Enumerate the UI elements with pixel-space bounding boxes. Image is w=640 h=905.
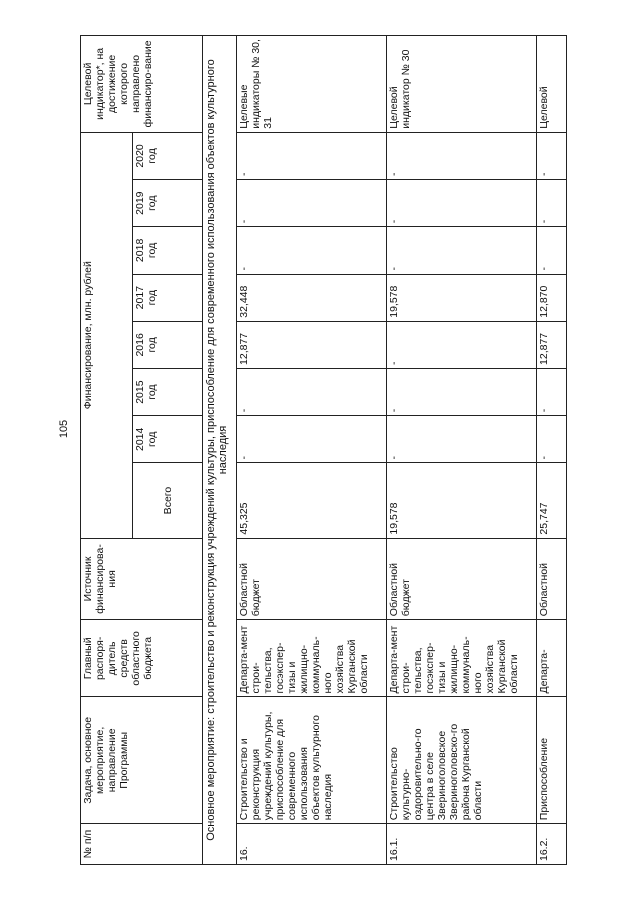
row-value: - bbox=[537, 180, 567, 227]
table-row bbox=[387, 36, 537, 865]
rotated-table-page bbox=[80, 35, 640, 865]
table-row bbox=[237, 36, 387, 865]
row-task: Приспособление bbox=[537, 697, 567, 824]
row-value: 12,870 bbox=[537, 274, 567, 321]
row-value: - bbox=[537, 416, 567, 463]
row-value: 12,877 bbox=[237, 321, 387, 368]
row-value: 12,877 bbox=[537, 321, 567, 368]
row-manager: Департа-мент строи-тельства, госэкспер-тизы и жилищно-коммуналь-ного хозяйства Курганской области bbox=[237, 620, 387, 697]
financing-table bbox=[80, 35, 567, 865]
row-source: Областной bbox=[537, 538, 567, 620]
header-year: 2019 год bbox=[133, 180, 203, 227]
row-value: - bbox=[387, 227, 537, 274]
row-value: - bbox=[387, 368, 537, 415]
row-task: Строительство и реконструкция учреждений культуры, приспособление для современного использования объектов культурного наследия bbox=[237, 697, 387, 824]
row-source: Областной бюджет bbox=[237, 538, 387, 620]
header-year: 2020 год bbox=[133, 132, 203, 179]
row-value: - bbox=[387, 416, 537, 463]
header-year: 2016 год bbox=[133, 321, 203, 368]
header-year: 2015 год bbox=[133, 368, 203, 415]
page-number: 105 bbox=[58, 419, 71, 439]
row-num: 16. bbox=[237, 824, 387, 865]
row-indicator: Целевой индикатор № 30 bbox=[387, 36, 537, 133]
header-year: 2014 год bbox=[133, 416, 203, 463]
row-value: - bbox=[237, 227, 387, 274]
header-year: 2017 год bbox=[133, 274, 203, 321]
row-source: Областной бюджет bbox=[387, 538, 537, 620]
row-task: Строительство культурно-оздоровительно-го центра в селе Звериноголовское Звериноголовско-го района Курганской области bbox=[387, 697, 537, 824]
row-total: 45,325 bbox=[237, 463, 387, 538]
header-manager: Главный распоря-дитель средств областного бюджета bbox=[81, 620, 203, 697]
header-total: Всего bbox=[133, 463, 203, 538]
row-value: - bbox=[237, 368, 387, 415]
row-value: - bbox=[237, 132, 387, 179]
row-total: 19,578 bbox=[387, 463, 537, 538]
row-num: 16.1. bbox=[387, 824, 537, 865]
row-value: 32,448 bbox=[237, 274, 387, 321]
row-total: 25,747 bbox=[537, 463, 567, 538]
row-value: - bbox=[387, 132, 537, 179]
row-value: - bbox=[387, 180, 537, 227]
row-value: 19,578 bbox=[387, 274, 537, 321]
header-year: 2018 год bbox=[133, 227, 203, 274]
header-task: Задача, основное мероприятие, направление Программы bbox=[81, 697, 203, 824]
row-num: 16.2. bbox=[537, 824, 567, 865]
section-title: Основное мероприятие: строительство и реконструкция учреждений культуры, приспособление для современного использования объектов культурного наследия bbox=[203, 36, 237, 865]
header-num: № п/п bbox=[81, 824, 203, 865]
row-value: - bbox=[537, 227, 567, 274]
row-indicator: Целевой bbox=[537, 36, 567, 133]
row-manager: Департа- bbox=[537, 620, 567, 697]
row-manager: Департа-мент строи-тельства, госэкспер-тизы и жилищно-коммуналь-ного хозяйства Курганской области bbox=[387, 620, 537, 697]
table-row bbox=[537, 36, 567, 865]
header-indicator: Целевой индикатор*, на достижение которого направлено финансиро-вание bbox=[81, 36, 203, 133]
row-value: - bbox=[537, 368, 567, 415]
row-indicator: Целевые индикаторы № 30, 31 bbox=[237, 36, 387, 133]
row-value: - bbox=[387, 321, 537, 368]
row-value: - bbox=[537, 132, 567, 179]
row-value: - bbox=[237, 416, 387, 463]
row-value: - bbox=[237, 180, 387, 227]
header-financing: Финансирование, млн. рублей bbox=[81, 132, 133, 538]
header-source: Источник финансирова-ния bbox=[81, 538, 203, 620]
